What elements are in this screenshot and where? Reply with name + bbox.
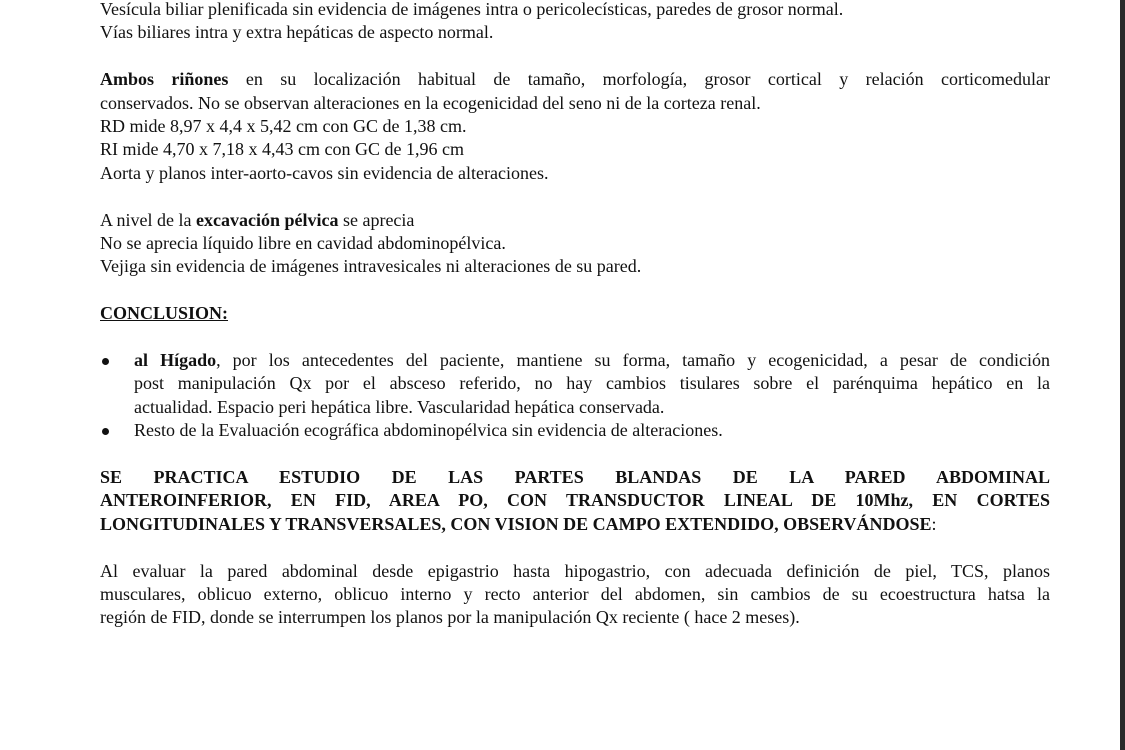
liver-line-3: actualidad. Espacio peri hepática libre. Vascularidad hepática conservada.: [134, 396, 665, 417]
study-line-3-colon: :: [931, 513, 937, 534]
kidneys-line-2: conservados. No se observan alteraciones en la ecogenicidad del seno ni de la corteza renal.: [100, 92, 761, 113]
pelvis-bold: excavación pélvica: [195, 209, 339, 230]
pelvis-line-1: [100, 209, 1050, 232]
page-edge-border: [1120, 0, 1125, 750]
spacer: [100, 536, 1050, 559]
gallbladder-paragraph: [100, 0, 1050, 45]
rest-line: Resto de la Evaluación ecográfica abdominopélvica sin evidencia de alteraciones.: [134, 420, 723, 441]
free-fluid-line: No se aprecia líquido libre en cavidad abdominopélvica.: [100, 233, 506, 254]
findings-line-2: musculares, oblicuo externo, oblicuo interno y recto anterior del abdomen, sin cambios de su ecoestructura hatsa la: [100, 584, 1050, 605]
findings-line-1: Al evaluar la pared abdominal desde epigastrio hasta hipogastrio, con adecuada definición de piel, TCS, planos: [100, 560, 1050, 581]
bullet-icon: [102, 428, 109, 435]
kidneys-line-1: [100, 68, 1050, 91]
kidneys-text-1: en su localización habitual de tamaño, morfología, grosor cortical y relación corticomedular: [228, 69, 1051, 90]
conclusion-list: [100, 349, 1050, 443]
spacer: [100, 279, 1050, 302]
findings-line-3: región de FID, donde se interrumpen los planos por la manipulación Qx reciente ( hace 2 meses).: [100, 607, 800, 628]
spacer: [100, 45, 1050, 68]
liver-text-1: , por los antecedentes del paciente, mantiene su forma, tamaño y ecogenicidad, a pesar de condición: [216, 350, 1050, 371]
study-heading: [100, 466, 1050, 536]
findings-paragraph: [100, 560, 1050, 630]
study-line-3: [100, 513, 1050, 536]
report-body: [100, 0, 1050, 630]
liver-bold: al Hígado: [134, 350, 217, 371]
pelvis-prefix: A nivel de la: [100, 209, 196, 230]
spacer: [100, 326, 1050, 349]
conclusion-item-rest: [100, 419, 1050, 442]
kidneys-paragraph: [100, 68, 1050, 185]
liver-line-2: post manipulación Qx por el absceso referido, no hay cambios tisulares sobre el parénquima hepático en la: [134, 373, 1050, 394]
spacer: [100, 443, 1050, 466]
liver-line-1: [134, 349, 1050, 372]
kidneys-bold-lead: Ambos riñones: [100, 69, 229, 90]
gallbladder-line: Vesícula biliar plenificada sin evidencia de imágenes intra o pericolecísticas, paredes de grosor normal.: [100, 0, 844, 19]
conclusion-heading: [100, 302, 1050, 325]
conclusion-item-liver: [100, 349, 1050, 419]
left-kidney-line: RI mide 4,70 x 7,18 x 4,43 cm con GC de 1,96 cm: [100, 139, 464, 160]
aorta-line: Aorta y planos inter-aorto-cavos sin evidencia de alteraciones.: [100, 162, 549, 183]
right-kidney-line: RD mide 8,97 x 4,4 x 5,42 cm con GC de 1,38 cm.: [100, 116, 467, 137]
bladder-line: Vejiga sin evidencia de imágenes intravesicales ni alteraciones de su pared.: [100, 256, 642, 277]
spacer: [100, 185, 1050, 208]
bullet-icon: [102, 358, 109, 365]
study-line-3-text: LONGITUDINALES Y TRANSVERSALES, CON VISION DE CAMPO EXTENDIDO, OBSERVÁNDOSE: [100, 513, 932, 534]
study-line-2: ANTEROINFERIOR, EN FID, AREA PO, CON TRANSDUCTOR LINEAL DE 10Mhz, EN CORTES: [100, 490, 1050, 511]
conclusion-title: CONCLUSION:: [100, 303, 229, 324]
pelvis-suffix: se aprecia: [338, 209, 415, 230]
study-line-1: SE PRACTICA ESTUDIO DE LAS PARTES BLANDAS DE LA PARED ABDOMINAL: [100, 467, 1050, 488]
pelvis-paragraph: [100, 209, 1050, 279]
bile-ducts-line: Vías biliares intra y extra hepáticas de aspecto normal.: [100, 22, 494, 43]
